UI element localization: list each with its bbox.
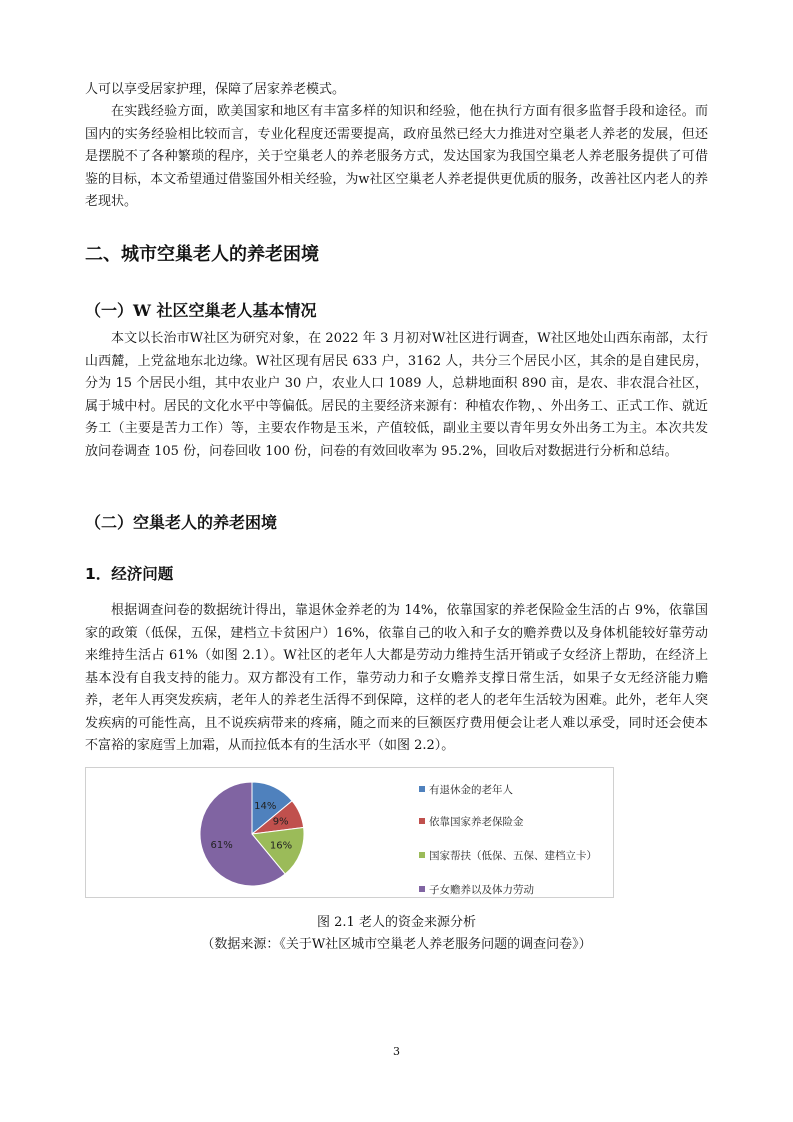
- legend-swatch-3: [419, 852, 425, 858]
- paragraph-practice-experience: 在实践经验方面，欧美国家和地区有丰富多样的知识和经验，他在执行方面有很多监督手段和途径。而国内的实务经验相比较而言，专业化程度还需要提高，政府虽然已经大力推进对空巢老人养老的发展，但还是摆脱不了各种繁琐的程序，关于空巢老人的养老服务方式，发达国家为我国空巢老人养老服务提供了可借鉴的目标，本文希望通过借鉴国外相关经验，为w社区空巢老人养老提供更优质的服务，改善社区内老人的养老现状。: [85, 104, 708, 209]
- subsection-heading-dilemma: （二）空巢老人的养老困境: [85, 513, 278, 532]
- figure-source: （数据来源：《关于W社区城市空巢老人养老服务问题的调查问卷》）: [201, 937, 592, 952]
- subsection-heading-basic-info: （一）W 社区空巢老人基本情况: [85, 301, 317, 320]
- paragraph-community-info: 本文以长治市W社区为研究对象，在 2022 年 3 月初对W社区进行调查，W社区地处山西东南部，太行山西麓，上党盆地东北边缘。W社区现有居民 633 户，3162 人，共分三个居民小区，其余的是自建民房，分为 15 个居民小组，其中农业户 30 户，农业人口 1089 人，总耕地面积 890 亩，是农、非农混合社区，属于城中村。居民的文化水平中等偏低。居民的主要经济来源有：种植农作物，、外出务工、正式工作、就近务工（主要是苦力工作）等，主要农作物是玉米，产值较低，副业主要以青年男女外出务工为主。本次共发放问卷调查 105 份，问卷回收 100 份，问卷的有效回收率为 95.2%，回收后对数据进行分析和总结。: [85, 331, 708, 459]
- pie-label-3: 16%: [269, 840, 293, 852]
- page-number: 3: [393, 1045, 400, 1058]
- pie-label-2: 9%: [272, 816, 289, 828]
- pie-label-4: 61%: [210, 839, 233, 851]
- legend-swatch-4: [419, 886, 425, 892]
- section-heading: 二、城市空巢老人的养老困境: [85, 244, 319, 265]
- paragraph-economic-issue: 根据调查问卷的数据统计得出，靠退休金养老的为 14%，依靠国家的养老保险金生活的占 9%，依靠国家的政策（低保，五保，建档立卡贫困户）16%，依靠自己的收入和子女的赡养费以及身体机能较好靠劳动来维持生活占 61%（如图 2.1）。W社区的老年人大都是劳动力维持生活开销或子女经济上帮助，在经济上基本没有自我支持的能力。双方都没有工作，靠劳动力和子女赡养支撑日常生活，如果子女无经济能力赡养，老年人再突发疾病，老年人的养老生活得不到保障，这样的老人的老年生活较为困难。此外，老年人突发疾病的可能性高，且不说疾病带来的疼痛，随之而来的巨额医疗费用便会让老人难以承受，同时还会使本不富裕的家庭雪上加霜，从而拉低本有的生活水平（如图 2.2）。: [85, 603, 708, 753]
- legend-item-1: [429, 782, 609, 798]
- legend-item-2: [429, 814, 609, 830]
- legend-swatch-2: [419, 818, 425, 824]
- legend-item-4: [429, 882, 609, 898]
- pie-chart-frame: [85, 767, 614, 898]
- pie-label-1: 14%: [254, 800, 277, 812]
- legend-label-3: 国家帮扶（低保、五保、建档立卡）: [429, 850, 597, 862]
- legend-label-2: 依靠国家养老保险金: [429, 816, 524, 828]
- legend-label-1: 有退休金的老年人: [429, 784, 513, 796]
- legend-swatch-1: [419, 786, 425, 792]
- legend-item-3: [429, 848, 609, 864]
- legend-label-4: 子女赡养以及体力劳动: [429, 884, 534, 896]
- figure-caption: 图 2.1 老人的资金来源分析: [317, 915, 476, 930]
- economic-issue-heading: 1．经济问题: [85, 565, 174, 583]
- paragraph-continuation: 人可以享受居家护理，保障了居家养老模式。: [85, 82, 346, 97]
